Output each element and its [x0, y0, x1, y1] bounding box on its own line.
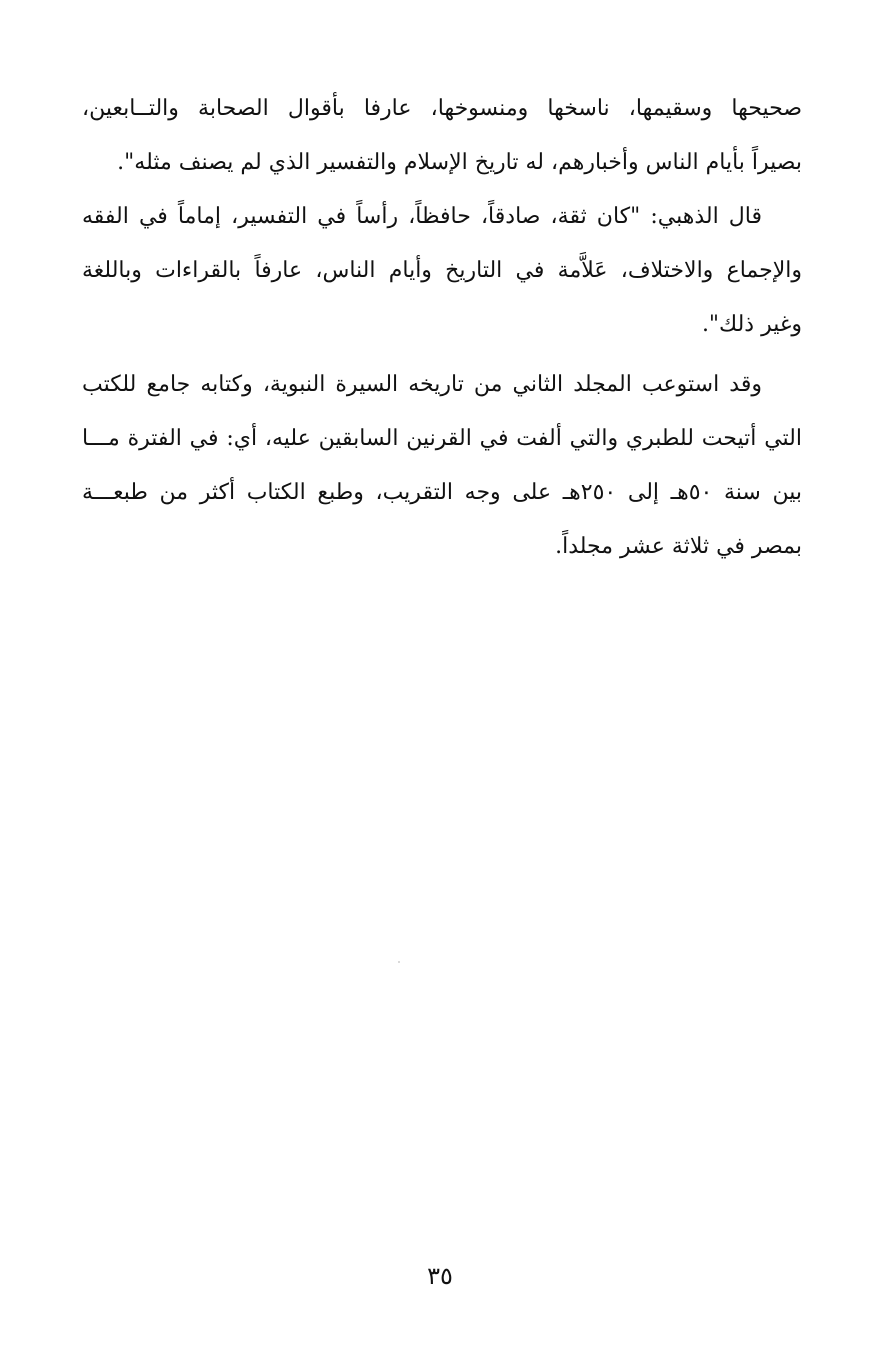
paragraph-2 [82, 190, 802, 352]
paragraph-1 [82, 82, 802, 190]
text-line: قال الذهبي: "كان ثقة، صادقاً، حافظاً، رأساً في التفسير، إماماً في الفقه [82, 204, 762, 229]
text-line: والإجماع والاختلاف، عَلاَّمة في التاريخ وأيام الناس، عارفاً بالقراءات وباللغة [82, 258, 802, 283]
text-line: وغير ذلك". [701, 312, 802, 337]
scan-speck [398, 961, 400, 963]
text-line: بصيراً بأيام الناس وأخبارهم، له تاريخ الإسلام والتفسير الذي لم يصنف مثله". [117, 150, 802, 175]
text-line: بين سنة ٥٠هـ إلى ٢٥٠هـ على وجه التقريب، وطبع الكتاب أكثر من طبعـــة [82, 480, 802, 505]
text-line: صحيحها وسقيمها، ناسخها ومنسوخها، عارفا بأقوال الصحابة والتــابعين، [82, 96, 802, 121]
text-line: بمصر في ثلاثة عشر مجلداً. [555, 534, 802, 559]
paragraph-3 [82, 358, 802, 574]
body-text [82, 82, 802, 574]
text-line: التي أتيحت للطبري والتي ألفت في القرنين السابقين عليه، أي: في الفترة مـــا [82, 426, 802, 451]
text-line: وقد استوعب المجلد الثاني من تاريخه السيرة النبوية، وكتابه جامع للكتب [82, 372, 762, 397]
page-number: ٣٥ [427, 1262, 453, 1290]
